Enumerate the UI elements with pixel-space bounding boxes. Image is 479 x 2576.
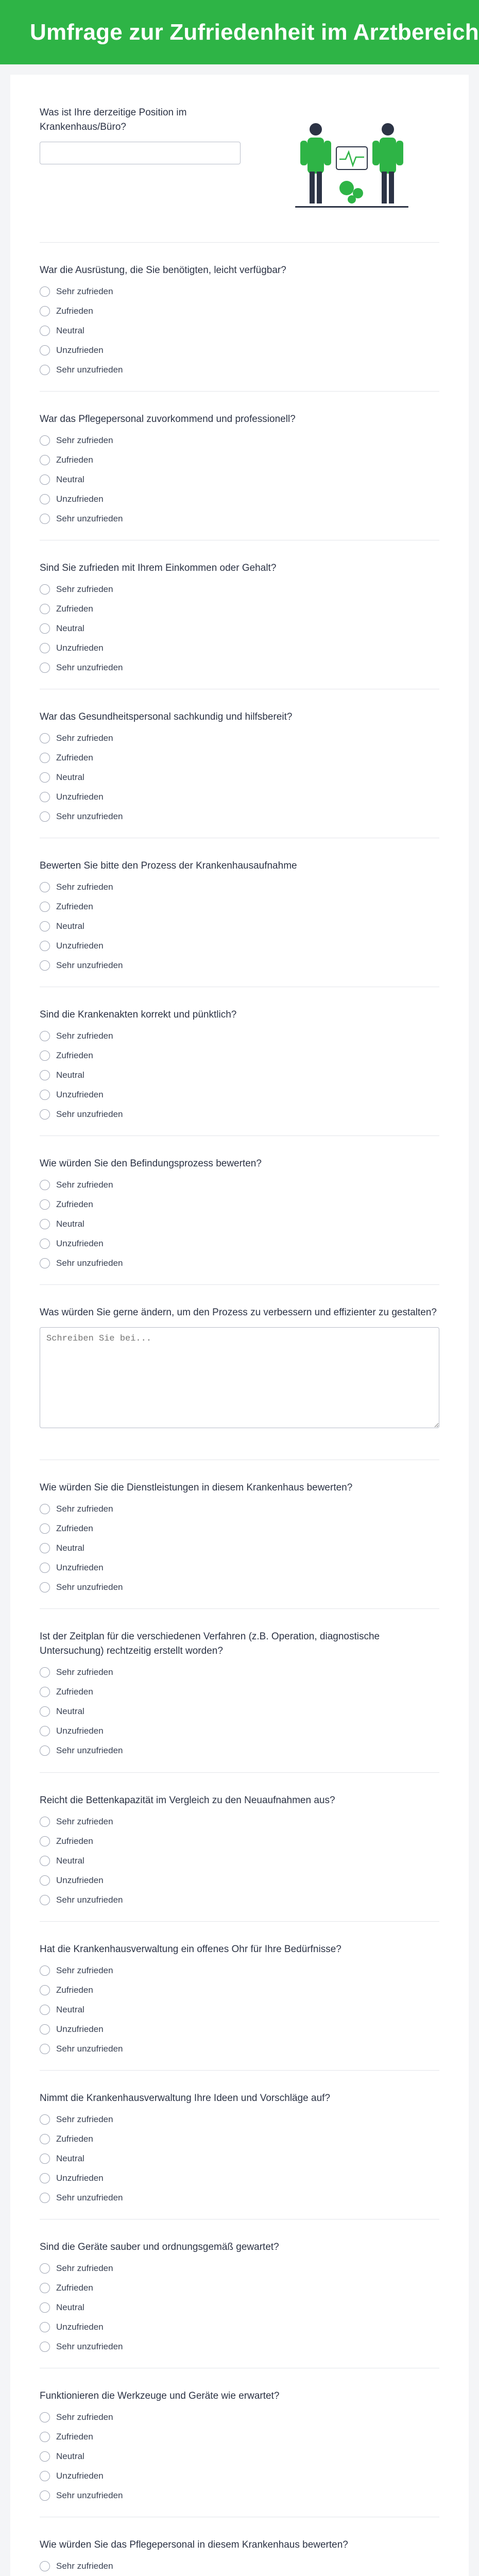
radio-button[interactable]	[40, 2490, 50, 2501]
radio-button[interactable]	[40, 365, 50, 375]
radio-button[interactable]	[40, 1687, 50, 1697]
scale-option[interactable]	[40, 2281, 439, 2295]
rating-question-b-4	[40, 1921, 439, 2070]
option-label: Sehr zufrieden	[56, 1817, 113, 1826]
option-label: Unzufrieden	[56, 643, 104, 653]
option-label: Unzufrieden	[56, 2024, 104, 2034]
scale-options	[40, 434, 439, 526]
scale-option[interactable]	[40, 2262, 439, 2275]
radio-button[interactable]	[40, 2342, 50, 2352]
form-title: Umfrage zur Zufriedenheit im Arztbereich	[30, 19, 479, 45]
scale-option[interactable]	[40, 2152, 439, 2165]
radio-button[interactable]	[40, 941, 50, 951]
scale-option[interactable]	[40, 512, 439, 526]
option-label: Sehr zufrieden	[56, 2561, 113, 2571]
scale-option[interactable]	[40, 2172, 439, 2185]
radio-button[interactable]	[40, 435, 50, 446]
question-label: Bewerten Sie bitte den Prozess der Krankenhausaufnahme	[40, 860, 297, 871]
question-label: Wie würden Sie die Dienstleistungen in diesem Krankenhaus bewerten?	[40, 1482, 353, 1493]
scale-option[interactable]	[40, 583, 439, 596]
radio-button[interactable]	[40, 1895, 50, 1905]
scale-option[interactable]	[40, 641, 439, 655]
option-label: Neutral	[56, 2451, 84, 2461]
option-label: Zufrieden	[56, 2283, 93, 2293]
scale-option[interactable]	[40, 453, 439, 467]
scale-option[interactable]	[40, 810, 439, 823]
option-label: Unzufrieden	[56, 1875, 104, 1885]
scale-option[interactable]	[40, 1049, 439, 1062]
scale-option[interactable]	[40, 2411, 439, 2424]
scale-options	[40, 880, 439, 972]
scale-option[interactable]	[40, 1108, 439, 1121]
radio-button[interactable]	[40, 663, 50, 673]
scale-option[interactable]	[40, 2560, 439, 2573]
rating-question-a-6	[40, 987, 439, 1136]
option-label: Sehr unzufrieden	[56, 1258, 123, 1268]
scale-option[interactable]	[40, 1502, 439, 1516]
option-label: Neutral	[56, 1219, 84, 1229]
scale-option[interactable]	[40, 434, 439, 447]
scale-option[interactable]	[40, 2340, 439, 2353]
scale-option[interactable]	[40, 2430, 439, 2444]
improve-textarea[interactable]	[40, 1327, 439, 1428]
radio-button[interactable]	[40, 1856, 50, 1866]
scale-option[interactable]	[40, 1666, 439, 1679]
radio-button[interactable]	[40, 772, 50, 783]
scale-options	[40, 2560, 439, 2576]
question-label: War das Pflegepersonal zuvorkommend und professionell?	[40, 414, 296, 425]
scale-option[interactable]	[40, 790, 439, 804]
option-label: Sehr unzufrieden	[56, 365, 123, 375]
option-label: Sehr unzufrieden	[56, 514, 123, 523]
scale-options	[40, 2113, 439, 2205]
scale-options	[40, 285, 439, 377]
option-label: Unzufrieden	[56, 792, 104, 802]
radio-button[interactable]	[40, 514, 50, 524]
option-label: Unzufrieden	[56, 1563, 104, 1572]
rating-question-b-1	[40, 1460, 439, 1608]
option-label: Unzufrieden	[56, 1726, 104, 1736]
option-label: Neutral	[56, 921, 84, 931]
option-label: Neutral	[56, 326, 84, 335]
scale-option[interactable]	[40, 1744, 439, 1757]
scale-option[interactable]	[40, 2023, 439, 2036]
question-label: Funktionieren die Werkzeuge und Geräte wie erwartet?	[40, 2391, 280, 2401]
scale-option[interactable]	[40, 939, 439, 953]
question-label: Nimmt die Krankenhausverwaltung Ihre Ideen und Vorschläge auf?	[40, 2093, 331, 2104]
radio-button[interactable]	[40, 1258, 50, 1268]
scale-option[interactable]	[40, 363, 439, 377]
radio-button[interactable]	[40, 792, 50, 802]
radio-button[interactable]	[40, 1875, 50, 1886]
scale-option[interactable]	[40, 959, 439, 972]
question-label: Hat die Krankenhausverwaltung ein offenes Ohr für Ihre Bedürfnisse?	[40, 1944, 341, 1955]
radio-button[interactable]	[40, 584, 50, 595]
question-label: War das Gesundheitspersonal sachkundig und hilfsbereit?	[40, 711, 293, 722]
scale-option[interactable]	[40, 2113, 439, 2126]
option-label: Zufrieden	[56, 2134, 93, 2144]
radio-button[interactable]	[40, 1582, 50, 1592]
scale-options	[40, 1178, 439, 1270]
radio-button[interactable]	[40, 1109, 50, 1120]
scale-options	[40, 1666, 439, 1757]
radio-button[interactable]	[40, 2471, 50, 2481]
scale-option[interactable]	[40, 304, 439, 318]
option-label: Neutral	[56, 2005, 84, 2014]
option-label: Neutral	[56, 623, 84, 633]
scale-option[interactable]	[40, 1874, 439, 1887]
option-label: Sehr unzufrieden	[56, 960, 123, 970]
radio-button[interactable]	[40, 1543, 50, 1553]
option-label: Sehr zufrieden	[56, 733, 113, 743]
radio-button[interactable]	[40, 1180, 50, 1190]
radio-button[interactable]	[40, 1745, 50, 1756]
radio-button[interactable]	[40, 2302, 50, 2313]
radio-button[interactable]	[40, 1726, 50, 1736]
scale-option[interactable]	[40, 880, 439, 894]
question-label: Sind die Geräte sauber und ordnungsgemäß gewartet?	[40, 2242, 279, 2252]
option-label: Sehr unzufrieden	[56, 1895, 123, 1905]
form-card	[10, 75, 469, 2576]
radio-button[interactable]	[40, 1504, 50, 1514]
scale-option[interactable]	[40, 1029, 439, 1043]
radio-button[interactable]	[40, 1239, 50, 1249]
option-label: Neutral	[56, 2302, 84, 2312]
scale-option[interactable]	[40, 1724, 439, 1738]
scale-option[interactable]	[40, 1835, 439, 1848]
scale-option[interactable]	[40, 1257, 439, 1270]
form-header	[0, 0, 479, 64]
question-label: Wie würden Sie das Pflegepersonal in diesem Krankenhaus bewerten?	[40, 2539, 348, 2550]
option-label: Neutral	[56, 1543, 84, 1553]
option-label: Zufrieden	[56, 1687, 93, 1697]
radio-button[interactable]	[40, 1199, 50, 1210]
scale-option[interactable]	[40, 2469, 439, 2483]
scale-option[interactable]	[40, 1893, 439, 1907]
question-label: Wie würden Sie den Befindungsprozess bewerten?	[40, 1158, 262, 1169]
radio-button[interactable]	[40, 1985, 50, 1995]
option-label: Sehr zufrieden	[56, 435, 113, 445]
option-label: Neutral	[56, 1706, 84, 1716]
radio-button[interactable]	[40, 2412, 50, 2422]
option-label: Zufrieden	[56, 2432, 93, 2442]
option-label: Zufrieden	[56, 1836, 93, 1846]
scale-option[interactable]	[40, 1217, 439, 1231]
scale-option[interactable]	[40, 1198, 439, 1211]
rating-question-a-2	[40, 391, 439, 540]
rating-question-b-6	[40, 2219, 439, 2368]
scale-option[interactable]	[40, 920, 439, 933]
radio-button[interactable]	[40, 1031, 50, 1041]
radio-button[interactable]	[40, 326, 50, 336]
questions-group-b	[40, 1460, 439, 2576]
rating-question-b-8	[40, 2517, 439, 2576]
position-section	[40, 106, 439, 242]
radio-button[interactable]	[40, 753, 50, 763]
radio-button[interactable]	[40, 345, 50, 355]
rating-question-b-3	[40, 1772, 439, 1921]
option-label: Zufrieden	[56, 902, 93, 911]
option-label: Zufrieden	[56, 1050, 93, 1060]
scale-option[interactable]	[40, 1541, 439, 1555]
radio-button[interactable]	[40, 2134, 50, 2144]
rating-question-a-7	[40, 1136, 439, 1284]
question-label: Sind Sie zufrieden mit Ihrem Einkommen oder Gehalt?	[40, 563, 277, 573]
option-label: Sehr unzufrieden	[56, 663, 123, 672]
scale-options	[40, 1502, 439, 1594]
option-label: Zufrieden	[56, 306, 93, 316]
option-label: Sehr zufrieden	[56, 882, 113, 892]
rating-question-b-7	[40, 2368, 439, 2517]
radio-button[interactable]	[40, 2193, 50, 2203]
scale-option[interactable]	[40, 2450, 439, 2463]
scale-option[interactable]	[40, 751, 439, 765]
radio-button[interactable]	[40, 1667, 50, 1677]
rating-question-a-4	[40, 689, 439, 838]
scale-option[interactable]	[40, 771, 439, 784]
option-label: Unzufrieden	[56, 2471, 104, 2481]
radio-button[interactable]	[40, 2451, 50, 2462]
rating-question-b-5	[40, 2070, 439, 2219]
radio-button[interactable]	[40, 2044, 50, 2054]
question-label: Ist der Zeitplan für die verschiedenen Verfahren (z.B. Operation, diagnostische Untersuchung) rechtzeitig erstellt worden?	[40, 1631, 380, 1656]
option-label: Unzufrieden	[56, 2322, 104, 2332]
option-label: Zufrieden	[56, 1985, 93, 1995]
radio-button[interactable]	[40, 1563, 50, 1573]
scale-option[interactable]	[40, 1705, 439, 1718]
option-label: Neutral	[56, 1070, 84, 1080]
option-label: Zufrieden	[56, 604, 93, 614]
rating-question-a-5	[40, 838, 439, 987]
rating-question-a-1	[40, 242, 439, 391]
radio-button[interactable]	[40, 306, 50, 316]
scale-option[interactable]	[40, 2191, 439, 2205]
scale-options	[40, 1029, 439, 1121]
radio-button[interactable]	[40, 455, 50, 465]
radio-button[interactable]	[40, 2024, 50, 2035]
option-label: Zufrieden	[56, 753, 93, 762]
option-label: Unzufrieden	[56, 2173, 104, 2183]
scale-option[interactable]	[40, 1581, 439, 1594]
option-label: Sehr unzufrieden	[56, 1745, 123, 1755]
option-label: Unzufrieden	[56, 1239, 104, 1248]
option-label: Neutral	[56, 2154, 84, 2163]
scale-option[interactable]	[40, 2003, 439, 2016]
radio-button[interactable]	[40, 494, 50, 504]
radio-button[interactable]	[40, 604, 50, 614]
option-label: Neutral	[56, 474, 84, 484]
rating-question-a-3	[40, 540, 439, 689]
scale-option[interactable]	[40, 2132, 439, 2146]
option-label: Zufrieden	[56, 455, 93, 465]
scale-option[interactable]	[40, 1561, 439, 1574]
option-label: Zufrieden	[56, 1523, 93, 1533]
radio-button[interactable]	[40, 811, 50, 822]
question-label: War die Ausrüstung, die Sie benötigten, leicht verfügbar?	[40, 265, 286, 276]
scale-option[interactable]	[40, 2042, 439, 2056]
scale-options	[40, 2262, 439, 2353]
option-label: Sehr unzufrieden	[56, 2490, 123, 2500]
radio-button[interactable]	[40, 643, 50, 653]
option-label: Sehr zufrieden	[56, 1667, 113, 1677]
radio-button[interactable]	[40, 2005, 50, 2015]
question-label: Sind die Krankenakten korrekt und pünktlich?	[40, 1009, 237, 1020]
radio-button[interactable]	[40, 2173, 50, 2183]
option-label: Sehr zufrieden	[56, 1965, 113, 1975]
scale-option[interactable]	[40, 602, 439, 616]
radio-button[interactable]	[40, 2561, 50, 2571]
radio-button[interactable]	[40, 1965, 50, 1976]
option-label: Unzufrieden	[56, 494, 104, 504]
scale-option[interactable]	[40, 622, 439, 635]
option-label: Zufrieden	[56, 1199, 93, 1209]
scale-option[interactable]	[40, 285, 439, 298]
question-label: Reicht die Bettenkapazität im Vergleich zu den Neuaufnahmen aus?	[40, 1795, 335, 1806]
scale-option[interactable]	[40, 1984, 439, 1997]
radio-button[interactable]	[40, 2154, 50, 2164]
radio-button[interactable]	[40, 1706, 50, 1717]
scale-options	[40, 1815, 439, 1907]
scale-option[interactable]	[40, 661, 439, 674]
option-label: Sehr zufrieden	[56, 1031, 113, 1041]
position-question	[40, 106, 241, 164]
scale-option[interactable]	[40, 2301, 439, 2314]
radio-button[interactable]	[40, 960, 50, 971]
scale-option[interactable]	[40, 1069, 439, 1082]
radio-button[interactable]	[40, 2322, 50, 2332]
option-label: Sehr zufrieden	[56, 2114, 113, 2124]
position-input[interactable]	[40, 142, 241, 164]
scale-option[interactable]	[40, 1237, 439, 1250]
radio-button[interactable]	[40, 921, 50, 931]
scale-option[interactable]	[40, 324, 439, 337]
rating-question-b-2	[40, 1608, 439, 1772]
radio-button[interactable]	[40, 1523, 50, 1534]
radio-button[interactable]	[40, 1070, 50, 1080]
radio-button[interactable]	[40, 1090, 50, 1100]
option-label: Sehr zufrieden	[56, 1180, 113, 1190]
option-label: Sehr unzufrieden	[56, 1109, 123, 1119]
option-label: Neutral	[56, 1856, 84, 1866]
position-label: Was ist Ihre derzeitige Position im Krankenhaus/Büro?	[40, 107, 187, 132]
radio-button[interactable]	[40, 286, 50, 297]
option-label: Sehr zufrieden	[56, 1504, 113, 1514]
option-label: Neutral	[56, 772, 84, 782]
improve-label: Was würden Sie gerne ändern, um den Prozess zu verbessern und effizienter zu gestalten?	[40, 1307, 437, 1318]
radio-button[interactable]	[40, 2263, 50, 2274]
option-label: Sehr unzufrieden	[56, 1582, 123, 1592]
radio-button[interactable]	[40, 882, 50, 892]
scale-option[interactable]	[40, 1815, 439, 1828]
option-label: Sehr zufrieden	[56, 584, 113, 594]
radio-button[interactable]	[40, 2114, 50, 2125]
radio-button[interactable]	[40, 1836, 50, 1846]
improve-question	[40, 1284, 439, 1460]
scale-option[interactable]	[40, 1854, 439, 1868]
option-label: Unzufrieden	[56, 345, 104, 355]
option-label: Unzufrieden	[56, 1090, 104, 1099]
scale-option[interactable]	[40, 1964, 439, 1977]
option-label: Sehr zufrieden	[56, 2263, 113, 2273]
radio-button[interactable]	[40, 1050, 50, 1061]
option-label: Sehr zufrieden	[56, 2412, 113, 2422]
scale-option[interactable]	[40, 2489, 439, 2502]
questions-group-a	[40, 242, 439, 1284]
scale-options	[40, 583, 439, 674]
scale-option[interactable]	[40, 2320, 439, 2334]
option-label: Unzufrieden	[56, 941, 104, 951]
scale-option[interactable]	[40, 1178, 439, 1192]
radio-button[interactable]	[40, 902, 50, 912]
scale-option[interactable]	[40, 1685, 439, 1699]
scale-options	[40, 2411, 439, 2502]
scale-option[interactable]	[40, 1088, 439, 1101]
radio-button[interactable]	[40, 733, 50, 743]
scale-options	[40, 732, 439, 823]
scale-option[interactable]	[40, 473, 439, 486]
option-label: Sehr unzufrieden	[56, 2044, 123, 2054]
doctors-illustration	[285, 116, 419, 219]
radio-button[interactable]	[40, 1219, 50, 1229]
radio-button[interactable]	[40, 2432, 50, 2442]
scale-option[interactable]	[40, 493, 439, 506]
scale-option[interactable]	[40, 1522, 439, 1535]
radio-button[interactable]	[40, 623, 50, 634]
scale-option[interactable]	[40, 900, 439, 913]
radio-button[interactable]	[40, 474, 50, 485]
option-label: Sehr unzufrieden	[56, 2193, 123, 2202]
option-label: Sehr zufrieden	[56, 286, 113, 296]
radio-button[interactable]	[40, 2283, 50, 2293]
scale-option[interactable]	[40, 732, 439, 745]
scale-option[interactable]	[40, 344, 439, 357]
option-label: Sehr unzufrieden	[56, 811, 123, 821]
option-label: Sehr unzufrieden	[56, 2342, 123, 2351]
scale-options	[40, 1964, 439, 2056]
radio-button[interactable]	[40, 1817, 50, 1827]
